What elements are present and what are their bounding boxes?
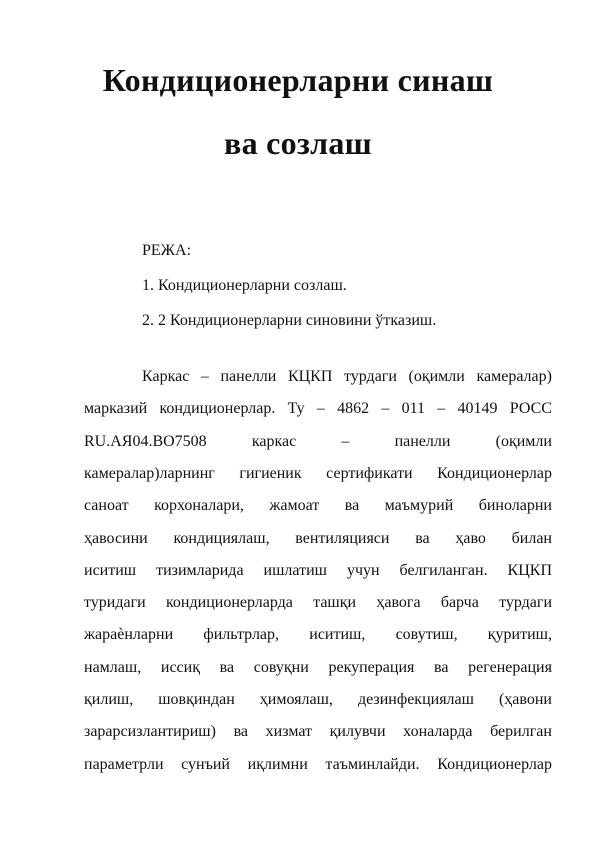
paragraph-line (84, 528, 552, 550)
paragraph-line (84, 754, 552, 776)
paragraph-line (84, 689, 552, 711)
paragraph-word: фильтрлар, (203, 626, 280, 644)
paragraph-word: панелли (394, 432, 451, 450)
paragraph-word: марказий (84, 400, 148, 418)
paragraph-word: корхоналари, (154, 497, 244, 515)
paragraph-word: гигиеник (239, 464, 302, 482)
paragraph-word: иссиқ (160, 658, 200, 676)
paragraph-word: шовқиндан (158, 691, 235, 708)
paragraph-word: 011 (401, 400, 425, 418)
paragraph-word: ҳимоялаш, (259, 691, 333, 708)
paragraph-word: жараѐнларни (84, 626, 174, 644)
paragraph-word: регенерация (468, 658, 552, 676)
paragraph-line (84, 431, 552, 453)
paragraph-word: Кондиционерлар (437, 755, 552, 773)
paragraph-word: (оқимли (408, 368, 465, 385)
paragraph-line (84, 657, 552, 679)
paragraph-word: барча (440, 594, 479, 612)
paragraph-word: зарарсизлантириш) (84, 723, 216, 741)
paragraph-word: иситиш (84, 561, 137, 579)
paragraph-word: КЦКП (507, 561, 552, 579)
paragraph-word: қилувчи (329, 723, 386, 741)
paragraph-word: сертификати (326, 464, 413, 482)
paragraph-word: параметрли (84, 755, 164, 773)
paragraph-word: кондиционерларда (165, 594, 293, 612)
paragraph-word: иқлимни (247, 755, 308, 773)
paragraph-word: билан (511, 529, 552, 547)
paragraph-word: каркас (251, 432, 297, 450)
paragraph-word: саноат (84, 497, 129, 515)
paragraph-word: хоналарда (403, 723, 473, 741)
paragraph-word: ҳавосини (84, 529, 148, 547)
paragraph-word: иситиш, (309, 626, 366, 644)
paragraph-word: ташқи (313, 594, 357, 612)
paragraph-word: белгиланган. (399, 561, 488, 579)
paragraph-word: туридаги (84, 594, 146, 612)
paragraph-word: Ту (287, 400, 305, 418)
document-title-line-1: Кондиционерларни синаш (102, 62, 494, 98)
paragraph-word: РОСС (509, 400, 552, 418)
paragraph-word: панелли (220, 368, 277, 385)
paragraph-word: ва (219, 658, 235, 676)
paragraph-word: Кондиционерлар (437, 464, 552, 482)
paragraph-word: ва (434, 658, 449, 676)
paragraph-word: маъмурий (384, 497, 454, 515)
paragraph-word: таъминлайди. (325, 755, 420, 773)
paragraph-word: ва (344, 497, 360, 515)
plan-heading: РЕЖА: (142, 242, 192, 259)
paragraph-word: – (200, 368, 209, 385)
paragraph-line (84, 624, 552, 646)
paragraph-line (84, 721, 552, 743)
paragraph-word: ҳаво (455, 529, 486, 547)
paragraph-word: камералар) (476, 368, 552, 385)
paragraph-word: камералар)ларнинг (84, 464, 215, 482)
plan-item-2: 2. 2 Кондиционерларни синовини ўтказиш. (142, 312, 437, 329)
paragraph-word: – (341, 432, 350, 450)
paragraph-word: совуқни (253, 658, 309, 676)
paragraph-line (84, 495, 552, 517)
paragraph-word: қилиш, (84, 691, 134, 708)
paragraph-word: биноларни (478, 497, 552, 515)
paragraph-word: (ҳавони (498, 691, 552, 708)
paragraph-word: хизмат (265, 723, 313, 741)
paragraph-word: – (437, 400, 446, 418)
paragraph-word: жамоат (269, 497, 320, 515)
paragraph-word: КЦКП (287, 368, 333, 385)
paragraph-word: ҳавога (376, 594, 421, 612)
paragraph-word: вентиляцияси (295, 529, 390, 547)
paragraph-word: кондициялаш, (173, 529, 270, 547)
paragraph-word: қуритиш, (487, 626, 552, 644)
paragraph-line (84, 560, 552, 582)
paragraph-word: Каркас (142, 368, 190, 385)
paragraph-word: берилган (490, 723, 552, 741)
paragraph-word: турдаги (343, 368, 397, 385)
paragraph-line (84, 398, 552, 420)
paragraph-word: (оқимли (495, 432, 552, 450)
paragraph-word: RU.АЯ04.ВО7508 (84, 432, 207, 450)
paragraph-line (84, 463, 552, 485)
paragraph-word: тизимларида (156, 561, 244, 579)
paragraph-word: ишлатиш (263, 561, 327, 579)
plan-item-1: 1. Кондиционерларни созлаш. (142, 277, 347, 294)
paragraph-word: 4862 (337, 400, 370, 418)
paragraph-word: ва (415, 529, 430, 547)
paragraph-word: учун (346, 561, 380, 579)
paragraph-line (84, 592, 552, 614)
paragraph-word: дезинфекциялаш (357, 691, 474, 708)
paragraph-word: сунъий (181, 755, 230, 773)
paragraph-word: совутиш, (395, 626, 458, 644)
paragraph-word: рекуперация (328, 658, 415, 676)
paragraph-word: ва (233, 723, 249, 741)
paragraph-word: – (381, 400, 390, 418)
paragraph-word: кондиционерлар. (159, 400, 276, 418)
paragraph-line (142, 366, 552, 388)
paragraph-word: 40149 (457, 400, 498, 418)
paragraph-word: намлаш, (84, 658, 142, 676)
paragraph-word: – (316, 400, 325, 418)
document-title-line-2: ва созлаш (223, 125, 372, 161)
paragraph-word: турдаги (499, 594, 552, 612)
